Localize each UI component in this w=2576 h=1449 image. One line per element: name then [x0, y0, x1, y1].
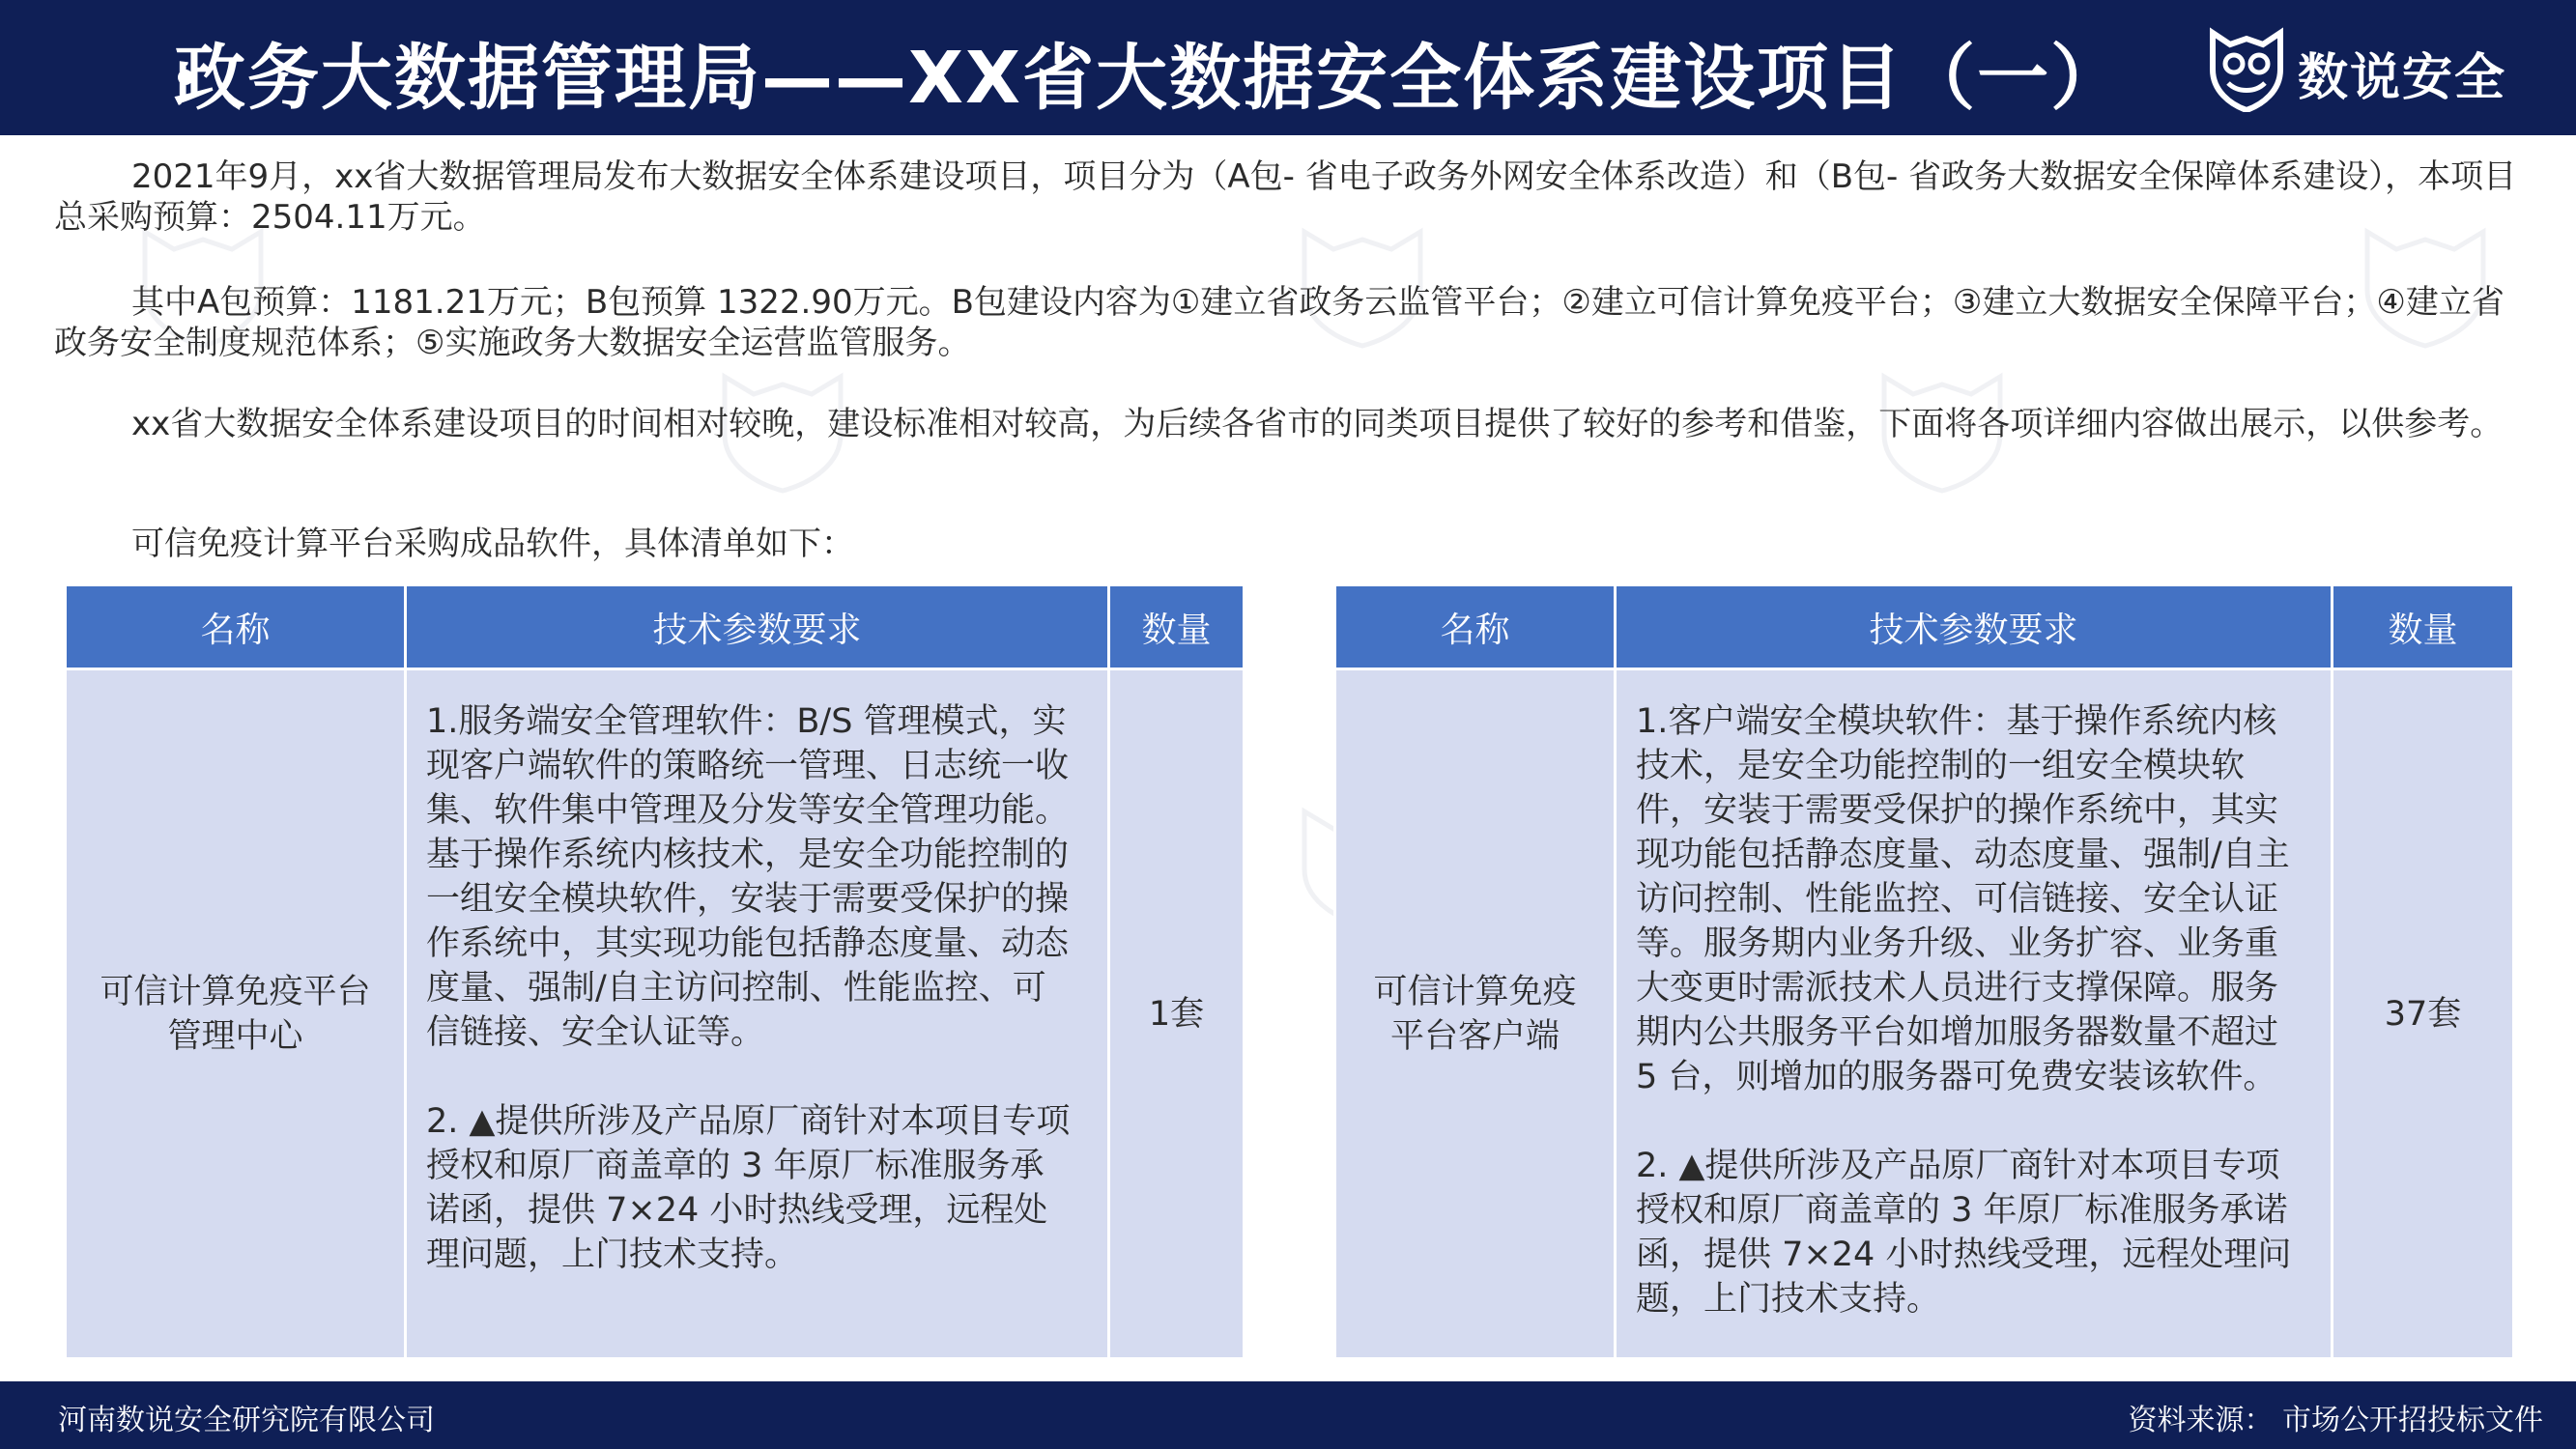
- footer-source: 资料来源： 市场公开招投标文件: [2128, 1404, 2543, 1437]
- intro-paragraph-1: [54, 156, 2528, 238]
- table-header-row: [66, 585, 1245, 669]
- header-name: 名称: [66, 585, 406, 669]
- brand-logo: [2205, 23, 2533, 112]
- header-bar: [0, 0, 2576, 135]
- spec-paragraph-2: 2. ▲提供所涉及产品原厂商针对本项目专项授权和原厂商盖章的 3 年原厂标准服务承诺函，提供 7×24 小时热线受理，远程处理问题，上门技术支持。: [426, 1102, 1071, 1274]
- table-row: [1335, 669, 2514, 1359]
- intro-paragraph-4: [54, 524, 2528, 564]
- paragraph-text: 可信免疫计算平台采购成品软件，具体清单如下：: [131, 525, 854, 563]
- header-quantity: 数量: [2333, 585, 2514, 669]
- owl-shield-icon: [2205, 23, 2288, 112]
- header-quantity: 数量: [1109, 585, 1245, 669]
- paragraph-text: 2021年9月，xx省大数据管理局发布大数据安全体系建设项目，项目分为（A包- 省电子政务外网安全体系改造）和（B包- 省政务大数据安全保障体系建设），本项目总采购预算：2504.11万元。: [54, 157, 2517, 237]
- paragraph-text: 其中A包预算：1181.21万元；B包预算 1322.90万元。B包建设内容为①建立省政务云监管平台；②建立可信计算免疫平台；③建立大数据安全保障平台；④建立省政务安全制度规范体系；⑤实施政务大数据安全运营监管服务。: [54, 283, 2504, 362]
- intro-paragraph-3: [54, 404, 2528, 444]
- spec-paragraph-1: 1.服务端安全管理软件：B/S 管理模式，实现客户端软件的策略统一管理、日志统一收集、软件集中管理及分发等安全管理功能。基于操作系统内核技术，是安全功能控制的一组安全模块软件，安装于需要受保护的操作系统中，其实现功能包括静态度量、动态度量、强制/自主访问控制、性能监控、可信链接、安全认证等。: [426, 702, 1070, 1052]
- footer-bar: [0, 1381, 2576, 1449]
- right-procurement-table: [1333, 583, 2515, 1360]
- header-name: 名称: [1335, 585, 1616, 669]
- item-spec: [1616, 669, 2333, 1359]
- item-name: 可信计算免疫平台客户端: [1335, 669, 1616, 1359]
- table-row: [66, 669, 1245, 1359]
- item-spec: [406, 669, 1109, 1359]
- footer-company: 河南数说安全研究院有限公司: [58, 1404, 435, 1437]
- spec-paragraph-2: 2. ▲提供所涉及产品原厂商针对本项目专项授权和原厂商盖章的 3 年原厂标准服务承诺函，提供 7×24 小时热线受理，远程处理问题，上门技术支持。: [1636, 1147, 2292, 1319]
- intro-paragraph-2: [54, 282, 2528, 363]
- left-procurement-table: [64, 583, 1245, 1360]
- item-quantity: 37套: [2333, 669, 2514, 1359]
- table-header-row: [1335, 585, 2514, 669]
- header-spec: 技术参数要求: [1616, 585, 2333, 669]
- paragraph-text: xx省大数据安全体系建设项目的时间相对较晚，建设标准相对较高，为后续各省市的同类项目提供了较好的参考和借鉴，下面将各项详细内容做出展示，以供参考。: [131, 405, 2504, 443]
- brand-name: 数说安全: [2298, 49, 2507, 107]
- item-quantity: 1套: [1109, 669, 1245, 1359]
- page-title: 政务大数据管理局——XX省大数据安全体系建设项目（一）: [174, 37, 2125, 120]
- item-name: 可信计算免疫平台管理中心: [66, 669, 406, 1359]
- spec-paragraph-1: 1.客户端安全模块软件：基于操作系统内核技术，是安全功能控制的一组安全模块软件，安装于需要受保护的操作系统中，其实现功能包括静态度量、动态度量、强制/自主访问控制、性能监控、可信链接、安全认证等。服务期内业务升级、业务扩容、业务重大变更时需派技术人员进行支撑保障。服务期内公共服务平台如增加服务器数量不超过 5 台，则增加的服务器可免费安装该软件。: [1636, 702, 2290, 1096]
- header-spec: 技术参数要求: [406, 585, 1109, 669]
